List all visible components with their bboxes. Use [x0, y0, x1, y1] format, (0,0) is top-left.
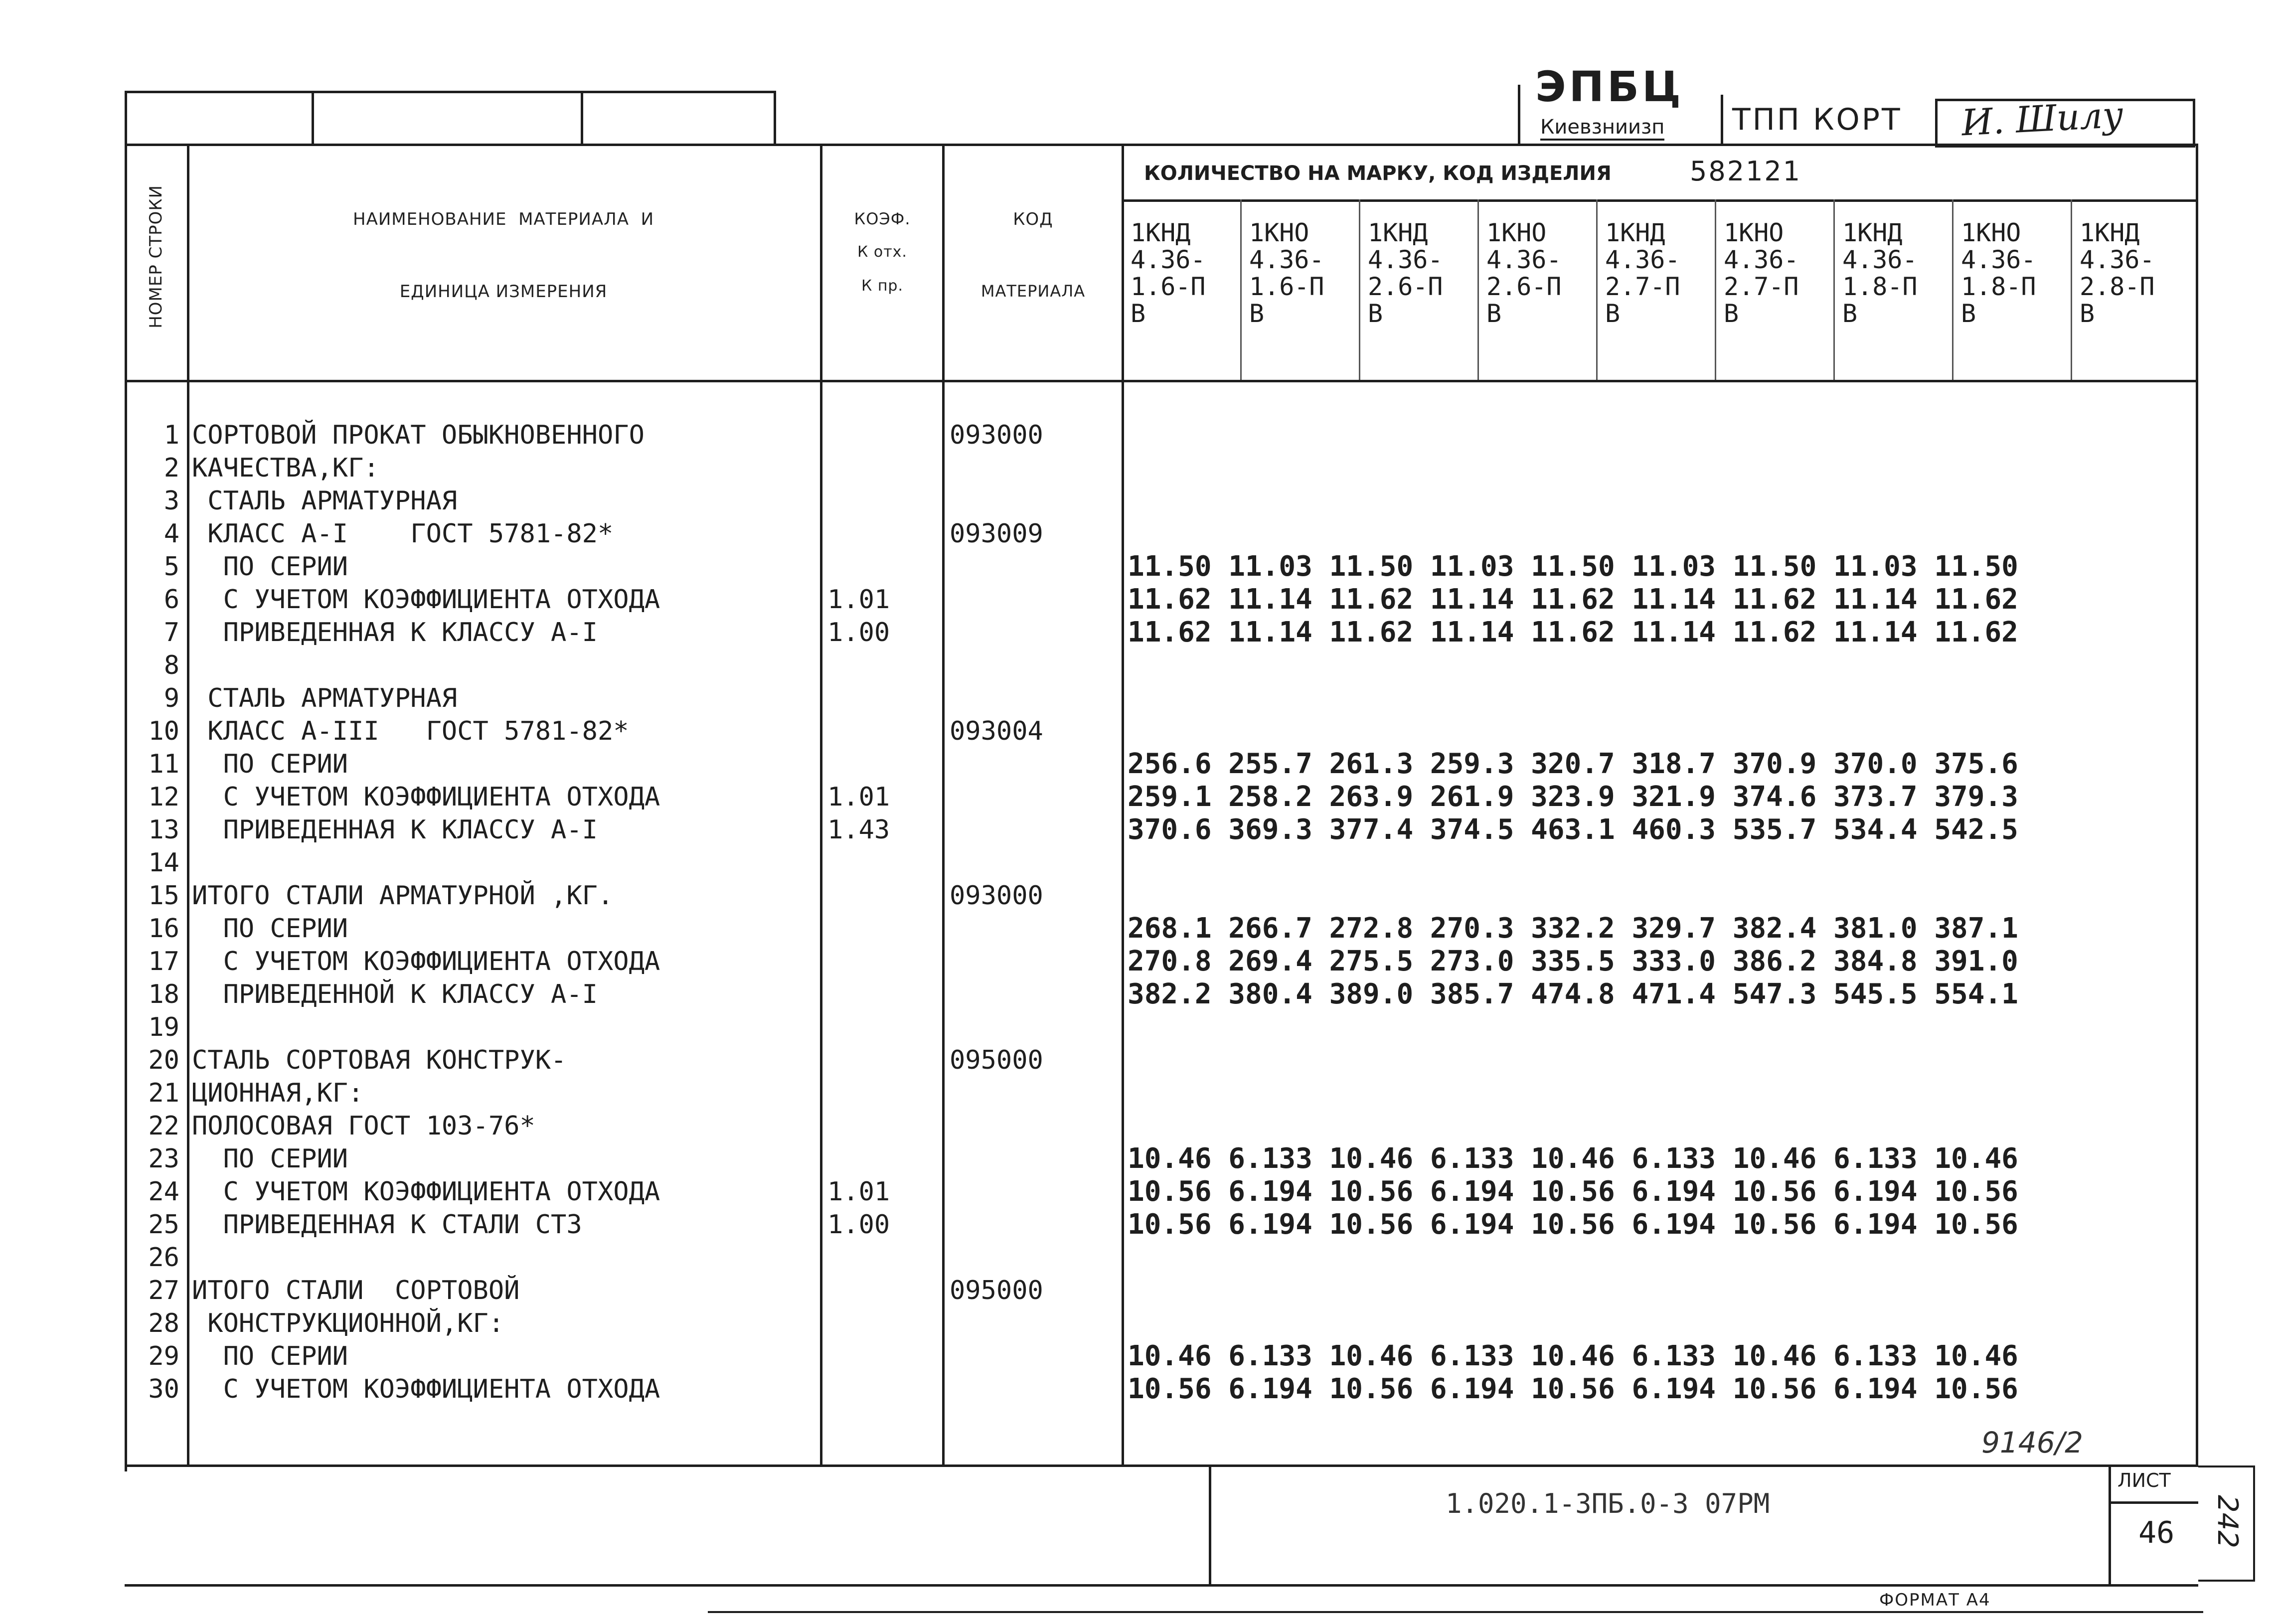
row-description: С УЧЕТОМ КОЭФФИЦИЕНТА ОТХОДА [192, 782, 660, 812]
row-description: С УЧЕТОМ КОЭФФИЦИЕНТА ОТХОДА [192, 585, 660, 615]
row-number: 9 [163, 683, 179, 713]
row-description [192, 1241, 660, 1274]
row-description: СТАЛЬ АРМАТУРНАЯ [192, 486, 458, 516]
row-description: ПО СЕРИИ [192, 552, 348, 582]
row-description: ПОЛОСОВАЯ ГОСТ 103-76* [192, 1111, 535, 1141]
dept-label: ТПП КОРТ [1732, 102, 1902, 137]
row-description: ПО СЕРИИ [192, 1144, 348, 1174]
row-number: 13 [148, 815, 179, 845]
row-values [1128, 1077, 2018, 1110]
row-description: ПО СЕРИИ [192, 914, 348, 944]
row-values: 11.62 11.14 11.62 11.14 11.62 11.14 11.62 11.14 11.62 [1128, 583, 2018, 616]
row-values [1128, 485, 2018, 517]
row-coefficient [827, 748, 890, 781]
row-coefficient [827, 978, 890, 1011]
row-material-code: 093000 [950, 420, 1043, 450]
row-number: 12 [148, 782, 179, 812]
description-column [192, 419, 660, 1406]
row-number: 10 [148, 716, 179, 746]
row-values: 10.56 6.194 10.56 6.194 10.56 6.194 10.56 6.194 10.56 [1128, 1373, 2018, 1405]
row-coefficient [827, 1110, 890, 1142]
org-top-label: ЭПБЦ [1535, 62, 1684, 111]
row-values: 268.1 266.7 272.8 270.3 332.2 329.7 382.4 381.0 387.1 [1128, 912, 2018, 945]
row-values [1128, 682, 2018, 715]
row-values [1128, 419, 2018, 452]
row-values [1128, 1307, 2018, 1340]
row-description: С УЧЕТОМ КОЭФФИЦИЕНТА ОТХОДА [192, 1177, 660, 1207]
row-number: 19 [148, 1012, 179, 1042]
row-coefficient [827, 879, 890, 912]
row-description [192, 649, 660, 682]
row-number: 24 [148, 1177, 179, 1207]
row-material-code [950, 550, 1043, 583]
row-coefficient [827, 452, 890, 485]
row-material-code [950, 1077, 1043, 1110]
row-values: 370.6 369.3 377.4 374.5 463.1 460.3 535.7 534.4 542.5 [1128, 813, 2018, 846]
row-values [1128, 649, 2018, 682]
row-material-code [950, 846, 1043, 879]
row-description: С УЧЕТОМ КОЭФФИЦИЕНТА ОТХОДА [192, 1374, 660, 1404]
row-number: 6 [163, 585, 179, 615]
row-description: КОНСТРУКЦИОННОЙ,КГ: [192, 1308, 504, 1338]
row-number: 29 [148, 1341, 179, 1371]
row-description: ПРИВЕДЕННАЯ К СТАЛИ СТ3 [192, 1210, 582, 1240]
row-values: 256.6 255.7 261.3 259.3 320.7 318.7 370.9 370.0 375.6 [1128, 748, 2018, 780]
row-coefficient [827, 649, 890, 682]
coefficient-column [827, 419, 890, 1406]
row-material-code [950, 1175, 1043, 1208]
code-header-line1: КОД [1013, 209, 1053, 229]
row-coefficient [827, 419, 890, 452]
row-material-code [950, 781, 1043, 813]
row-coefficient [827, 846, 890, 879]
code-header-line2: МАТЕРИАЛА [980, 282, 1086, 301]
row-coefficient [827, 1142, 890, 1175]
row-coefficient [827, 1044, 890, 1077]
column-header: 1КНО 4.36- 2.7-П В [1724, 218, 1799, 328]
row-values [1128, 517, 2018, 550]
row-number: 16 [148, 914, 179, 944]
row-number: 7 [163, 618, 179, 648]
row-description: ИТОГО СТАЛИ СОРТОВОЙ [192, 1276, 520, 1305]
row-description: ПРИВЕДЕННАЯ К КЛАССУ А-I [192, 618, 598, 648]
row-number: 1 [163, 420, 179, 450]
row-number: 30 [148, 1374, 179, 1404]
coef-header-line1: КОЭФ. [854, 209, 911, 228]
row-values [1128, 1044, 2018, 1077]
row-coefficient [827, 1274, 890, 1307]
row-number: 3 [163, 486, 179, 516]
row-number: 2 [163, 453, 179, 483]
column-header: 1КНД 4.36- 1.6-П В [1131, 218, 1206, 328]
row-number: 27 [148, 1276, 179, 1305]
row-material-code [950, 616, 1043, 649]
row-number: 5 [163, 552, 179, 582]
row-coefficient: 1.43 [827, 815, 890, 845]
row-material-code [950, 1373, 1043, 1406]
values-column [1128, 419, 2018, 1406]
row-material-code [950, 1110, 1043, 1142]
row-numbers-column [135, 419, 179, 1406]
row-number: 25 [148, 1210, 179, 1240]
row-number: 26 [148, 1243, 179, 1273]
material-name-header-line2: ЕДИНИЦА ИЗМЕРЕНИЯ [399, 282, 608, 302]
sheet-number: 46 [2138, 1515, 2175, 1550]
coef-header-line3: К пр. [861, 277, 904, 295]
row-material-code [950, 945, 1043, 978]
row-material-code: 095000 [950, 1045, 1043, 1075]
row-number: 4 [163, 519, 179, 549]
row-number: 28 [148, 1308, 179, 1338]
column-header: 1КНД 4.36- 2.7-П В [1605, 218, 1680, 328]
row-values [1128, 1274, 2018, 1307]
row-material-code [950, 1241, 1043, 1274]
row-material-code [950, 682, 1043, 715]
row-description: ПРИВЕДЕННАЯ К КЛАССУ А-I [192, 815, 598, 845]
row-material-code [950, 485, 1043, 517]
row-coefficient [827, 550, 890, 583]
row-description: КЛАСС А-I ГОСТ 5781-82* [192, 519, 614, 549]
row-description: СОРТОВОЙ ПРОКАТ ОБЫКНОВЕННОГО [192, 420, 645, 450]
row-coefficient [827, 682, 890, 715]
row-coefficient: 1.01 [827, 585, 890, 615]
row-coefficient [827, 1011, 890, 1044]
row-values [1128, 1011, 2018, 1044]
format-label: ФОРМАТ А4 [1879, 1590, 1991, 1610]
row-number: 23 [148, 1144, 179, 1174]
row-coefficient [827, 715, 890, 748]
quantity-header: КОЛИЧЕСТВО НА МАРКУ, КОД ИЗДЕЛИЯ [1144, 162, 1612, 185]
row-description: СТАЛЬ СОРТОВАЯ КОНСТРУК- [192, 1045, 567, 1075]
row-coefficient [827, 1340, 890, 1373]
sheet-label: ЛИСТ [2117, 1469, 2171, 1491]
row-coefficient: 1.01 [827, 782, 890, 812]
row-material-code [950, 813, 1043, 846]
row-number: 17 [148, 947, 179, 976]
row-material-code: 095000 [950, 1276, 1043, 1305]
row-material-code [950, 583, 1043, 616]
row-material-code [950, 1340, 1043, 1373]
row-values: 11.50 11.03 11.50 11.03 11.50 11.03 11.50 11.03 11.50 [1128, 550, 2018, 583]
material-code-column [950, 419, 1043, 1406]
row-values: 270.8 269.4 275.5 273.0 335.5 333.0 386.2 384.8 391.0 [1128, 945, 2018, 977]
row-number: 14 [148, 848, 179, 878]
row-description: СТАЛЬ АРМАТУРНАЯ [192, 683, 458, 713]
row-description: КЛАСС А-III ГОСТ 5781-82* [192, 716, 629, 746]
org-label: Киевзниизп [1540, 116, 1664, 141]
row-description: КАЧЕСТВА,КГ: [192, 453, 379, 483]
row-coefficient [827, 912, 890, 945]
row-number: 22 [148, 1111, 179, 1141]
row-number: 20 [148, 1045, 179, 1075]
row-material-code [950, 978, 1043, 1011]
row-material-code [950, 1208, 1043, 1241]
product-code: 582121 [1690, 156, 1802, 187]
row-values [1128, 452, 2018, 485]
row-coefficient [827, 1077, 890, 1110]
row-material-code [950, 748, 1043, 781]
column-header: 1КНО 4.36- 2.6-П В [1486, 218, 1562, 328]
row-coefficient: 1.00 [827, 618, 890, 648]
row-number: 11 [148, 749, 179, 779]
row-coefficient [827, 517, 890, 550]
row-description: ПО СЕРИИ [192, 749, 348, 779]
row-description [192, 846, 660, 879]
row-coefficient [827, 1241, 890, 1274]
row-coefficient [827, 945, 890, 978]
row-number: 15 [148, 881, 179, 911]
row-material-code [950, 1142, 1043, 1175]
row-coefficient: 1.00 [827, 1210, 890, 1240]
row-coefficient [827, 1373, 890, 1406]
row-number-header: НОМЕР СТРОКИ [146, 185, 166, 328]
coef-header-line2: К отх. [857, 243, 907, 261]
row-material-code: 093004 [950, 716, 1043, 746]
column-header: 1КНО 4.36- 1.6-П В [1249, 218, 1324, 328]
row-values: 10.56 6.194 10.56 6.194 10.56 6.194 10.56 6.194 10.56 [1128, 1208, 2018, 1241]
row-values: 10.46 6.133 10.46 6.133 10.46 6.133 10.46 6.133 10.46 [1128, 1142, 2018, 1175]
document-code: 1.020.1-3ПБ.0-3 07РМ [1446, 1488, 1770, 1519]
row-description: ПО СЕРИИ [192, 1341, 348, 1371]
row-number: 8 [163, 650, 179, 680]
row-description [192, 1011, 660, 1044]
row-values: 259.1 258.2 263.9 261.9 323.9 321.9 374.6 373.7 379.3 [1128, 781, 2018, 813]
row-values: 11.62 11.14 11.62 11.14 11.62 11.14 11.62 11.14 11.62 [1128, 616, 2018, 649]
column-header: 1КНД 4.36- 2.6-П В [1368, 218, 1443, 328]
row-number: 18 [148, 979, 179, 1009]
side-number: 242 [2211, 1495, 2244, 1548]
row-values: 10.46 6.133 10.46 6.133 10.46 6.133 10.46 6.133 10.46 [1128, 1340, 2018, 1372]
row-description: ИТОГО СТАЛИ АРМАТУРНОЙ ,КГ. [192, 881, 614, 911]
column-header: 1КНД 4.36- 2.8-П В [2080, 218, 2155, 328]
row-values [1128, 1241, 2018, 1274]
row-coefficient: 1.01 [827, 1177, 890, 1207]
row-material-code [950, 1307, 1043, 1340]
row-material-code [950, 452, 1043, 485]
column-header: 1КНД 4.36- 1.8-П В [1842, 218, 1918, 328]
row-description: ПРИВЕДЕННОЙ К КЛАССУ А-I [192, 979, 598, 1009]
row-coefficient [827, 485, 890, 517]
row-material-code: 093000 [950, 881, 1043, 911]
row-values [1128, 1110, 2018, 1142]
row-material-code [950, 912, 1043, 945]
signature: И. Шилу [1960, 93, 2124, 144]
row-description: ЦИОННАЯ,КГ: [192, 1078, 364, 1108]
row-values: 382.2 380.4 389.0 385.7 474.8 471.4 547.3 545.5 554.1 [1128, 978, 2018, 1010]
row-values [1128, 715, 2018, 748]
material-name-header-line1: НАИМЕНОВАНИЕ МАТЕРИАЛА И [353, 209, 654, 229]
inventory-number: 9146/2 [1981, 1426, 2084, 1460]
row-number: 21 [148, 1078, 179, 1108]
row-description: С УЧЕТОМ КОЭФФИЦИЕНТА ОТХОДА [192, 947, 660, 976]
row-material-code [950, 1011, 1043, 1044]
row-values [1128, 879, 2018, 912]
row-material-code: 093009 [950, 519, 1043, 549]
row-values: 10.56 6.194 10.56 6.194 10.56 6.194 10.56 6.194 10.56 [1128, 1175, 2018, 1208]
column-header: 1КНО 4.36- 1.8-П В [1961, 218, 2036, 328]
row-values [1128, 846, 2018, 879]
row-coefficient [827, 1307, 890, 1340]
row-material-code [950, 649, 1043, 682]
